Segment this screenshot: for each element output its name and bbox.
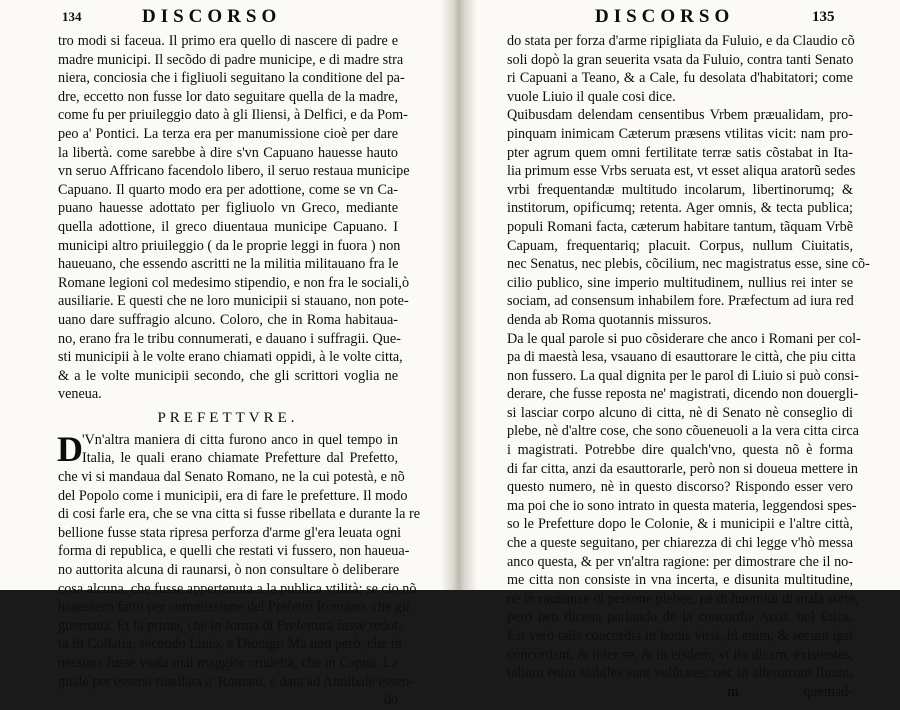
section-heading-prefetture: PREFETTVRE.: [157, 409, 299, 426]
text-line: quella adottione, il greco diuentaua municipe Capuano. I: [58, 218, 398, 235]
latin-quote-line: talium enim stabiles sunt volũtates: nec in alterutrum fluunt,: [507, 665, 853, 682]
text-line: di far citta, anzi da esauttorarle, però non si doueua mettere in: [507, 460, 858, 477]
text-line: quale per essersi ribellata a' Romani, e data ad Annibale essen-: [58, 673, 414, 690]
text-line: ta fu Collatia, secondo Liuio, e Dionigi: Ma non però, che in: [58, 636, 402, 653]
signature-mark: m: [727, 683, 739, 700]
text-line: non fussero. La qual dignita per le parol di Liuio si può consi-: [507, 367, 859, 384]
left-page: [0, 0, 441, 709]
latin-quote-line: Capuam, frequentariq; placuit. Corpus, nullum Ciuitatis,: [507, 237, 853, 254]
text-line: sti municipii à le volte erano chiamati oppidi, à le volte citta,: [58, 349, 403, 366]
latin-quote-line: Quibusdam delendam censentibus Vrbem præualidam, pro-: [507, 107, 853, 124]
text-line: 'Vn'altra maniera di citta furono anco in quel tempo in: [82, 431, 398, 448]
text-line: guernaua. Et la prima, che in forma di Prefettura fusse redot-: [58, 617, 404, 634]
text-line: veneua.: [58, 386, 102, 403]
left-paragraph-prefetture: [57, 428, 421, 691]
text-line: nè in raunanze di persone plebee, nè di huomiui di mala sorte,: [507, 590, 859, 607]
latin-quote-line: pinquam inimicam Cæterum præsens vtilitas vicit: nam pro-: [507, 125, 853, 142]
latin-quote-line: denda ab Roma quotannis missuros.: [507, 311, 712, 328]
left-running-head: DISCORSO: [142, 6, 282, 27]
text-line: ri Capuani a Teano, & a Cale, fu desolata d'habitatori; come: [507, 70, 853, 87]
latin-quote-line: sociam, ad consensum inhabilem fore. Præfectum ad iura red: [507, 293, 854, 310]
latin-quote-line: lia primum esse Vrbs seruata est, vt esset aliqua aratorũ sedes: [507, 163, 856, 180]
text-line: si lasciar corpo alcuno di citta, nè di Senato nè conseglio di: [507, 404, 853, 421]
latin-quote-line: pter agrum quem omni fertilitate terræ satis cõstabat in Ita-: [507, 144, 853, 161]
text-line: me citta non consiste in vna incerta, e disunita multitudine,: [507, 572, 853, 589]
text-line: vn seruo Affricano facendolo libero, il seruo restaua municipe: [58, 163, 410, 180]
left-text-block: [57, 32, 421, 710]
text-line: & a le volte municipii secondo, che gli scrittori voglia ne: [58, 367, 398, 384]
text-line: nessuna fusse vsata mai maggior crudeltà, che in Capua. La: [58, 655, 398, 671]
text-line: come fu per priuileggio dato à gli Iliensi, à Delfici, e da Pom-: [58, 107, 408, 124]
text-line: i magistrati. Potrebbe dire qualch'vno, questa nõ è forma: [507, 442, 853, 459]
text-line: che vi si mandaua dal Senato Romano, ne la cui potestà, e nõ: [58, 469, 405, 486]
text-line: anco questa, & per vn'altra ragione: per dimostrare che il no-: [507, 553, 853, 570]
book-gutter: [441, 0, 477, 590]
left-page-number: 134: [62, 9, 82, 24]
text-line: so le Prefetture dopo le Colonie, & i municipii e l'altre città,: [507, 516, 853, 533]
latin-quote-line: institorum, opificumq; retenta. Ager omnis, & tecta publica;: [507, 200, 853, 217]
text-line: questo numero, nè in questo discorso? Rispondo esser vero: [507, 479, 853, 496]
text-line: Da le qual parole si puo cõsiderare che anco i Romani per col-: [507, 330, 861, 347]
latin-quote-line: nec Senatus, nec plebis, cõcilium, nec magistratus esse, sine cõ-: [507, 256, 870, 273]
text-line: che a queste seguitano, per chiarezza di chi legge v'hò messa: [507, 535, 853, 552]
text-line: dre, eccetto non fusse lor dato seguitare quella de la madre,: [58, 88, 398, 105]
latin-quote-line: vrbi frequentandæ multitudo incolarum, libertinorumq; &: [507, 181, 853, 198]
latin-quote-line: concordant, & inter se, & in eisdem, vt ita dicam, existentes,: [507, 646, 853, 663]
text-line: Romane legioni col medesimo stipendio, e non fra le sociali,ò: [58, 274, 410, 291]
latin-quote-line: cilio publico, sine imperio multitudinem, nullius rei inter se: [507, 274, 853, 291]
text-line: uano dare suffragio alcuno. Coloro, che in Roma habitaua-: [58, 311, 398, 328]
signature-line: [507, 683, 853, 702]
latin-quote-line: populi Romani facta, cæterum habitare tantum, tãquam Vrbẽ: [507, 218, 853, 235]
text-line: hauessero fatto per commissione del Prefetto Romano, che gli: [58, 599, 410, 616]
latin-quote-line: Est verò talis concordia in bonis viris, hi enim, & secum ipsi: [507, 628, 853, 644]
text-line: ausiliarie. E questi che ne loro municipii si stauano, non pote-: [58, 293, 409, 310]
text-line: forma di republica, e quelli che restati vi fussero, non haueua-: [58, 543, 410, 560]
text-line: però ben diceua parlando de la concordia Arist. nel Etica.: [507, 609, 853, 626]
text-line: pa di maestà lesa, vsauano di esauttorare le città, che piu citta: [507, 349, 856, 366]
text-line: no, erano fra le tribu connumerati, e dauano i suffragii. Que-: [58, 330, 401, 347]
text-line: peo a' Pontici. La terza era per manumissione cioè per dare: [58, 125, 398, 142]
text-line: bellione fusse stata ripresa perforza d'arme gl'era leuata ogni: [58, 524, 402, 541]
left-catchword: do: [383, 692, 398, 709]
text-line: tro modi si faceua. Il primo era quello di nascere di padre e: [58, 33, 398, 49]
right-page: [477, 0, 900, 700]
text-line: del Popolo come i municipii, era di fare le prefetture. Il modo: [58, 487, 408, 504]
text-line: di cosi farle era, che se vna citta si fusse ribellata e durante la re: [58, 506, 421, 523]
drop-cap: D: [57, 428, 83, 469]
text-line: haueuano, che essendo ascritti ne la militia militauano fra le: [58, 256, 399, 273]
text-line: do stata per forza d'arme ripigliata da Fuluio, e da Claudio cõ: [507, 33, 855, 49]
text-line: Capuano. Il quarto modo era per adottione, come se vn Ca-: [58, 181, 398, 198]
text-line: vuole Liuio il quale cosi dice.: [507, 88, 676, 105]
right-text-block: [507, 32, 870, 701]
text-line: soli dopò la gran seuerita vsata da Fuluio, contra tanti Senato: [507, 51, 854, 68]
text-line: ma poi che io sono intrato in questa materia, leggendosi spes-: [507, 497, 857, 514]
text-line: madre municipi. Il secõdo di padre municipe, e di madre stra: [58, 51, 404, 68]
text-line: la libertà. come sarebbe à dire s'vn Capuano hauesse hauto: [58, 144, 398, 161]
text-line: niera, conciosia che i figliuoli seguitano la conditione del pa-: [58, 70, 405, 87]
text-line: puano hauesse adottato per figliuolo vn Greco, mediante: [58, 200, 398, 217]
text-line: cosa alcuna, che fusse appertenuta a la publica vtilità; se cio nõ: [58, 580, 417, 597]
right-catchword: quemad-: [803, 683, 853, 700]
text-line: derare, che fusse reposta ne' magistrati, dicendo non douergli-: [507, 386, 859, 403]
text-line: municipi altro priuileggio ( da le proprie leggi in fuora ) non: [58, 237, 401, 254]
text-line: plebe, nè d'altre cose, che sono cõueneuoli a la vera citta circa: [507, 423, 859, 440]
text-line: no auttorita alcuna di raunarsi, ò non consultare ò deliberare: [58, 562, 400, 579]
text-line: Italia, le quali erano chiamate Prefetture dal Prefetto,: [82, 450, 398, 467]
right-running-head: DISCORSO: [595, 6, 735, 27]
left-paragraph-municipi: [58, 32, 410, 404]
right-page-number: 135: [812, 9, 835, 25]
